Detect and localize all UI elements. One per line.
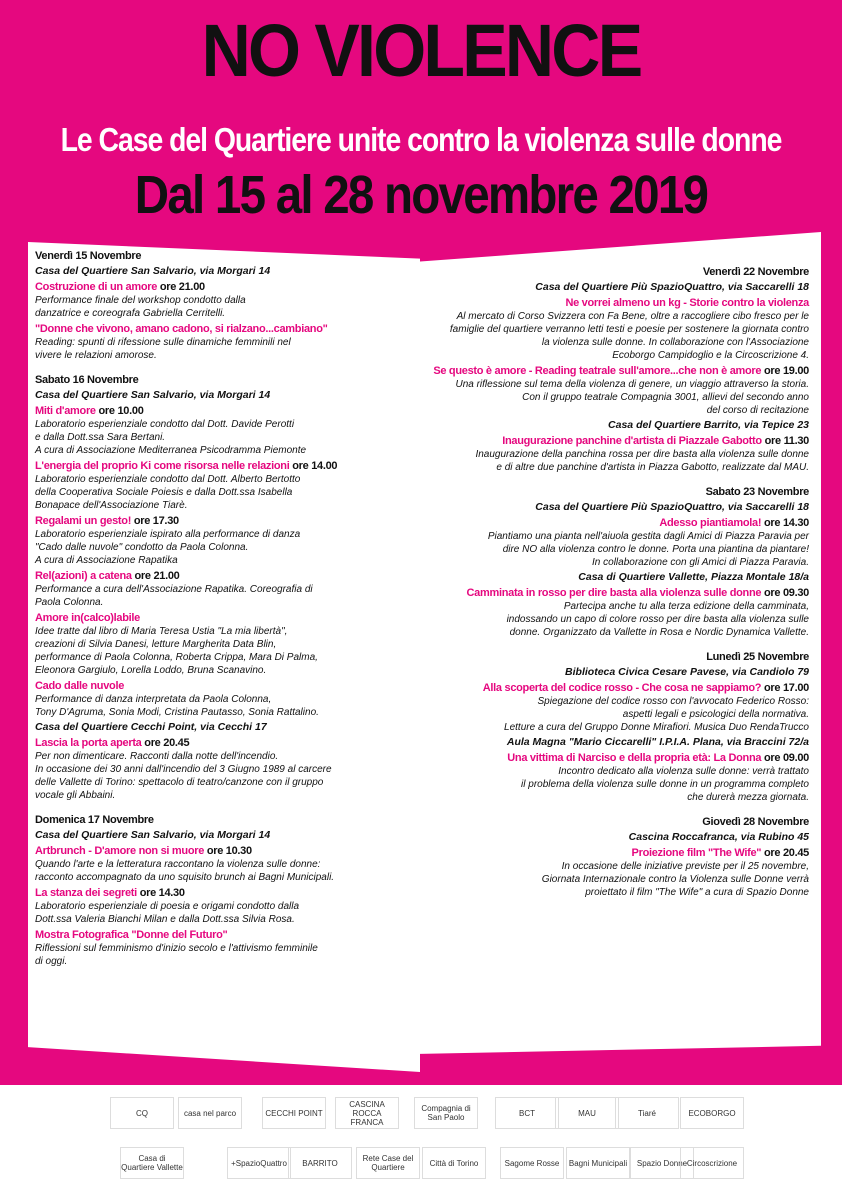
event-description-line: racconto accompagnato da uno squisito brunch ai Bagni Municipali. xyxy=(35,872,335,883)
event-time: ore 09.30 xyxy=(763,587,809,599)
right-program-column xyxy=(395,266,809,899)
sponsor-logo: Bagni Municipali xyxy=(566,1147,630,1179)
event-name: Inaugurazione panchine d'artista di Piazzale Gabotto xyxy=(502,435,762,447)
event-description-line: Ecoborgo Campidoglio e la Circoscrizione 4. xyxy=(612,350,809,361)
event-description-line: Per non dimenticare. Racconti dalla notte dell'incendio. xyxy=(35,751,279,762)
sponsor-logo: Sagome Rosse xyxy=(500,1147,564,1179)
event-title xyxy=(395,682,809,695)
event-title xyxy=(395,365,809,378)
event-description-line: aspetti legali e psicologici della normativa. xyxy=(622,709,809,720)
event-description-line: creazioni di Silvia Danesi, letture Margherita Data Blin, xyxy=(35,639,277,650)
event-description-line: Una riflessione sul tema della violenza di genere, un viaggio attraverso la storia. xyxy=(455,379,809,390)
event-title xyxy=(35,680,370,693)
event-name: "Donne che vivono, amano cadono, si rialzano...cambiano" xyxy=(35,323,328,335)
event-description-line: In occasione delle iniziative previste per il 25 novembre, xyxy=(561,861,809,872)
event-time: ore 14.30 xyxy=(763,517,809,529)
event-title xyxy=(35,887,370,900)
day-heading: Sabato 16 Novembre xyxy=(35,374,139,386)
venue-line: Casa del Quartiere San Salvario, via Morgari 14 xyxy=(35,389,271,401)
event-name: Ne vorrei almeno un kg - Storie contro la violenza xyxy=(565,297,809,309)
venue-line: Casa del Quartiere San Salvario, via Morgari 14 xyxy=(35,829,271,841)
event-name: Miti d'amore xyxy=(35,405,96,417)
event-description-line: Laboratorio esperienziale di poesia e origami condotto dalla xyxy=(35,901,300,912)
event-title xyxy=(35,460,370,473)
event-time: ore 21.00 xyxy=(159,281,205,293)
event-name: Cado dalle nuvole xyxy=(35,680,125,692)
event-time: ore 09.00 xyxy=(763,752,809,764)
venue-line: Casa del Quartiere Più SpazioQuattro, via Saccarelli 18 xyxy=(535,501,809,513)
event-time: ore 10.00 xyxy=(98,405,144,417)
event-name: Alla scoperta del codice rosso - Che cosa ne sappiamo? xyxy=(482,682,762,694)
venue-line: Casa del Quartiere Cecchi Point, via Cecchi 17 xyxy=(35,721,267,733)
sponsor-logo: Città di Torino xyxy=(422,1147,486,1179)
event-time: ore 10.30 xyxy=(206,845,252,857)
event-name: Adesso piantiamola! xyxy=(659,517,762,529)
event-description-line: In collaborazione con gli Amici di Piazza Paravia. xyxy=(592,557,809,568)
sponsor-logo: Compagnia di San Paolo xyxy=(414,1097,478,1129)
day-heading: Venerdì 15 Novembre xyxy=(35,250,142,262)
event-description-line: Performance di danza interpretata da Paola Colonna, xyxy=(35,694,272,705)
poster-subtitle: Le Case del Quartiere unite contro la violenza sulle donne xyxy=(60,121,782,158)
event-title xyxy=(395,297,809,310)
event-description-line: che durerà mezza giornata. xyxy=(687,792,809,803)
poster-title: NO VIOLENCE xyxy=(201,9,641,92)
event-description-line: Idee tratte dal libro di Maria Teresa Ustia "La mia libertà", xyxy=(35,626,288,637)
event-time: ore 19.00 xyxy=(763,365,809,377)
event-description-line: Performance finale del workshop condotto dalla xyxy=(35,295,246,306)
event-description-line: e dalla Dott.ssa Sara Bertani. xyxy=(35,432,166,443)
event-description-line: Incontro dedicato alla violenza sulle donne: verrà trattato xyxy=(558,766,809,777)
sponsor-logo: Circoscrizione xyxy=(680,1147,744,1179)
sponsor-logo: ECOBORGO xyxy=(680,1097,744,1129)
venue-line: Biblioteca Civica Cesare Pavese, via Candiolo 79 xyxy=(565,666,809,678)
event-description-line: Eleonora Gargiulo, Lorella Loddo, Bruna Scanavino. xyxy=(35,665,267,676)
event-description-line: Laboratorio esperienziale ispirato alla performance di danza xyxy=(35,529,301,540)
event-title xyxy=(35,405,370,418)
event-name: La stanza dei segreti xyxy=(35,887,137,899)
event-name: Una vittima di Narciso e della propria età: La Donna xyxy=(507,752,762,764)
event-title xyxy=(395,752,809,765)
event-description-line: proiettato il film "The Wife" a cura di Spazio Donne xyxy=(585,887,809,898)
sponsor-logo: CECCHI POINT xyxy=(262,1097,326,1129)
event-title xyxy=(35,570,370,583)
event-name: Costruzione di un amore xyxy=(35,281,158,293)
event-description-line: Letture a cura del Gruppo Donne Mirafiori. Musica Duo RendaTrucco xyxy=(504,722,809,733)
event-time: ore 21.00 xyxy=(134,570,180,582)
sponsor-logo: CQ xyxy=(110,1097,174,1129)
event-time: ore 17.00 xyxy=(763,682,809,694)
venue-line: Casa di Quartiere Vallette, Piazza Montale 18/a xyxy=(578,571,809,583)
event-title xyxy=(35,323,370,336)
sponsor-logo: MAU xyxy=(555,1097,619,1129)
event-time: ore 14.00 xyxy=(292,460,338,472)
day-heading: Lunedì 25 Novembre xyxy=(706,651,809,663)
event-title xyxy=(35,737,370,750)
event-description-line: Spiegazione del codice rosso con l'avvocato Federico Rosso: xyxy=(537,696,809,707)
event-description-line: del corso di recitazione xyxy=(706,405,809,416)
event-description-line: danzatrice e coreografa Gabriella Cerritelli. xyxy=(35,308,226,319)
event-description-line: Bonapace dell'Associazione Tiarè. xyxy=(35,500,188,511)
event-description-line: performance di Paola Colonna, Roberta Crippa, Mara Di Palma, xyxy=(35,652,318,663)
event-name: Rel(azioni) a catena xyxy=(35,570,132,582)
event-title xyxy=(35,845,370,858)
event-title xyxy=(395,517,809,530)
event-time: ore 17.30 xyxy=(133,515,179,527)
event-description-line: A cura di Associazione Mediterranea Psicodramma Piemonte xyxy=(35,445,307,456)
event-name: Mostra Fotografica "Donne del Futuro" xyxy=(35,929,228,941)
event-title xyxy=(395,435,809,448)
event-time: ore 20.45 xyxy=(763,847,809,859)
event-description-line: dire NO alla violenza contro le donne. Porta una piantina da piantare! xyxy=(502,544,809,555)
event-description-line: Inaugurazione della panchina rossa per dire basta alla violenza sulle donne xyxy=(475,449,809,460)
venue-line: Aula Magna "Mario Ciccarelli" I.P.I.A. Plana, via Braccini 72/a xyxy=(506,736,809,748)
event-name: Lascia la porta aperta xyxy=(35,737,142,749)
sponsor-logos-strip xyxy=(0,1085,842,1191)
event-description-line: della Cooperativa Sociale Poiesis e dalla Dott.ssa Isabella xyxy=(35,487,293,498)
venue-line: Cascina Roccafranca, via Rubino 45 xyxy=(628,831,809,843)
event-name: Amore in(calco)labile xyxy=(35,612,140,624)
event-description-line: Performance a cura dell'Associazione Rapatika. Coreografia di xyxy=(35,584,313,595)
event-title xyxy=(35,929,370,942)
sponsor-logo: Rete Case del Quartiere xyxy=(356,1147,420,1179)
event-description-line: In occasione dei 30 anni dall'incendio del 3 Giugno 1989 al carcere xyxy=(35,764,332,775)
event-title xyxy=(395,847,809,860)
event-description-line: e di altre due panchine d'artista in Piazza Gabotto, realizzate dal MAU. xyxy=(496,462,809,473)
sponsor-logo: CASCINA ROCCA FRANCA xyxy=(335,1097,399,1129)
event-title xyxy=(35,281,370,294)
event-time: ore 11.30 xyxy=(764,435,809,447)
event-title xyxy=(35,515,370,528)
event-description-line: Laboratorio esperienziale condotto dal Dott. Davide Perotti xyxy=(35,419,295,430)
event-description-line: Con il gruppo teatrale Compagnia 3001, allievi del secondo anno xyxy=(522,392,809,403)
poster-dates: Dal 15 al 28 novembre 2019 xyxy=(134,165,708,225)
event-description-line: vivere le relazioni amorose. xyxy=(35,350,157,361)
sponsor-logo: Tiaré xyxy=(615,1097,679,1129)
event-description-line: A cura di Associazione Rapatika xyxy=(35,555,178,566)
sponsor-logo: casa nel parco xyxy=(178,1097,242,1129)
event-description-line: famiglie del quartiere verranno letti testi e poesie per sostenere la giornata contro xyxy=(449,324,809,335)
event-description-line: Partecipa anche tu alla terza edizione della camminata, xyxy=(563,601,809,612)
sponsor-logo: BARRITO xyxy=(288,1147,352,1179)
event-description-line: "Cado dalle nuvole" condotto da Paola Colonna. xyxy=(35,542,249,553)
venue-line: Casa del Quartiere San Salvario, via Morgari 14 xyxy=(35,265,271,277)
event-description-line: Quando l'arte e la letteratura raccontano la violenza sulle donne: xyxy=(35,859,321,870)
sponsor-logo: BCT xyxy=(495,1097,559,1129)
event-description-line: delle Vallette di Torino: spettacolo di teatro/canzone con il gruppo xyxy=(35,777,324,788)
event-description-line: Paola Colonna. xyxy=(35,597,104,608)
event-description-line: Reading: spunti di rifessione sulle dinamiche femminili nel xyxy=(35,337,291,348)
sponsor-logo: +SpazioQuattro xyxy=(227,1147,291,1179)
event-description-line: Piantiamo una pianta nell'aiuola gestita dagli Amici di Piazza Paravia per xyxy=(487,531,809,542)
sponsor-logo: Spazio Donne xyxy=(630,1147,694,1179)
event-title xyxy=(395,587,809,600)
event-name: Camminata in rosso per dire basta alla violenza sulle donne xyxy=(466,587,762,599)
event-description-line: vocale gli Abbaini. xyxy=(35,790,116,801)
event-name: L'energia del proprio Ki come risorsa nelle relazioni xyxy=(35,460,290,472)
event-name: Proiezione film "The Wife" xyxy=(631,847,762,859)
event-description-line: Dott.ssa Valeria Bianchi Milan e dalla Dott.ssa Silvia Rosa. xyxy=(35,914,295,925)
event-description-line: Riflessioni sul femminismo d'inizio secolo e l'attivismo femminile xyxy=(35,943,318,954)
event-description-line: il problema della violenza sulle donne in un programma completo xyxy=(521,779,809,790)
day-heading: Sabato 23 Novembre xyxy=(705,486,809,498)
sponsor-logo: Casa di Quartiere Vallette xyxy=(120,1147,184,1179)
event-description-line: di oggi. xyxy=(35,956,68,967)
event-title xyxy=(35,612,370,625)
event-description-line: donne. Organizzato da Vallette in Rosa e Nordic Dynamica Vallette. xyxy=(509,627,809,638)
event-time: ore 20.45 xyxy=(144,737,190,749)
day-heading: Giovedì 28 Novembre xyxy=(702,816,809,828)
left-program-column xyxy=(35,250,370,968)
day-heading: Venerdì 22 Novembre xyxy=(702,266,809,278)
venue-line: Casa del Quartiere Più SpazioQuattro, via Saccarelli 18 xyxy=(535,281,809,293)
event-description-line: Al mercato di Corso Svizzera con Fa Bene, oltre a raccogliere cibo fresco per le xyxy=(456,311,809,322)
event-description-line: Giornata Internazionale contro la Violenza sulle Donne verrà xyxy=(541,874,809,885)
day-heading: Domenica 17 Novembre xyxy=(35,814,154,826)
event-name: Regalami un gesto! xyxy=(35,515,132,527)
event-name: Se questo è amore - Reading teatrale sull'amore...che non è amore xyxy=(433,365,762,377)
event-description-line: Tony D'Agruma, Sonia Modi, Cristina Pautasso, Sonia Rattalino. xyxy=(35,707,319,718)
venue-line: Casa del Quartiere Barrito, via Tepice 23 xyxy=(608,419,809,431)
event-description-line: indossando un capo di colore rosso per dire basta alla violenza sulle xyxy=(506,614,809,625)
event-name: Artbrunch - D'amore non si muore xyxy=(35,845,205,857)
event-description-line: Laboratorio esperienziale condotto dal Dott. Alberto Bertotto xyxy=(35,474,301,485)
event-description-line: la violenza sulle donne. In collaborazione con l'Associazione xyxy=(541,337,809,348)
event-time: ore 14.30 xyxy=(139,887,185,899)
